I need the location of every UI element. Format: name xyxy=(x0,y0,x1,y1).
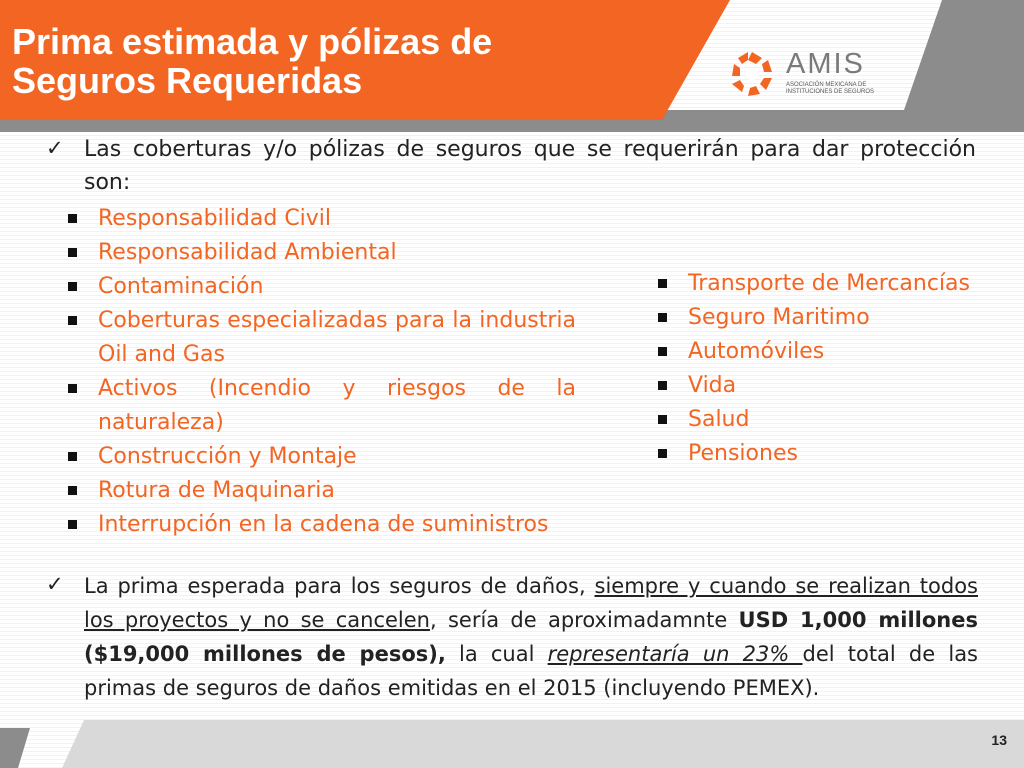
amis-logo-subtitle: ASOCIACIÓN MEXICANA DE INSTITUCIONES DE SEGUROS xyxy=(786,82,875,95)
footer-bar xyxy=(0,716,1024,768)
coverage-item xyxy=(650,267,1010,301)
coverage-item xyxy=(60,304,576,372)
square-bullet-icon xyxy=(68,282,77,291)
coverage-item xyxy=(650,335,1010,369)
coverage-item-label: Activos (Incendio y riesgos de la naturaleza) xyxy=(98,376,576,435)
coverage-list-left xyxy=(60,202,576,542)
coverage-list-right xyxy=(650,267,1010,471)
slide-title-line-1: Prima estimada y pólizas de xyxy=(12,21,493,62)
square-bullet-icon xyxy=(658,381,667,390)
square-bullet-icon xyxy=(68,486,77,495)
premium-italic-share: representaría un 23% xyxy=(547,642,803,666)
amis-logo-icon xyxy=(728,50,776,98)
square-bullet-icon xyxy=(658,313,667,322)
coverage-item-label: Salud xyxy=(688,407,750,432)
coverage-item-label: Contaminación xyxy=(98,274,264,299)
coverage-item xyxy=(60,474,576,508)
amis-logo xyxy=(728,50,888,100)
coverage-item xyxy=(60,372,576,440)
coverage-item xyxy=(650,301,1010,335)
premium-text-1: La prima esperada para los seguros de daños, xyxy=(84,574,595,598)
square-bullet-icon xyxy=(658,347,667,356)
coverage-item-label: Construcción y Montaje xyxy=(98,444,357,469)
coverage-item-label: Pensiones xyxy=(688,441,798,466)
coverage-item-label: Seguro Maritimo xyxy=(688,305,870,330)
slide-title-line-2: Seguros Requeridas xyxy=(12,60,363,101)
footer-gray-band xyxy=(62,720,1024,768)
coverage-item-label: Rotura de Maquinaria xyxy=(98,478,335,503)
premium-underlined-text: siempre y cuando se realizan todos los proyectos y no se cancelen xyxy=(84,574,978,632)
coverage-item-label: Transporte de Mercancías xyxy=(688,271,971,296)
coverage-item-label: Automóviles xyxy=(688,339,825,364)
coverage-item xyxy=(60,440,576,474)
check-icon: ✓ xyxy=(46,136,64,160)
coverage-item-label: Coberturas especializadas para la industria Oil and Gas xyxy=(98,308,576,367)
header-gray-tab xyxy=(904,0,1024,110)
coverage-item xyxy=(60,270,576,304)
coverage-item xyxy=(60,202,576,236)
premium-text-4: del total de las primas de seguros de daños emitidas en el 2015 (incluyendo PEMEX). xyxy=(84,642,979,700)
coverage-item xyxy=(60,508,576,542)
square-bullet-icon xyxy=(68,316,77,325)
square-bullet-icon xyxy=(68,384,77,393)
square-bullet-icon xyxy=(68,452,77,461)
square-bullet-icon xyxy=(68,248,77,257)
square-bullet-icon xyxy=(68,520,77,529)
coverage-item xyxy=(650,403,1010,437)
intro-text: Las coberturas y/o pólizas de seguros que se requerirán para dar protección son: xyxy=(84,137,976,195)
premium-text-2: , sería de aproximadamnte xyxy=(430,608,739,632)
premium-bold-amount: USD 1,000 millones ($19,000 millones de pesos), xyxy=(84,608,978,666)
premium-paragraph xyxy=(84,569,978,705)
coverage-item xyxy=(650,437,1010,471)
coverage-item xyxy=(650,369,1010,403)
page-number: 13 xyxy=(991,732,1007,748)
coverage-item-label: Interrupción en la cadena de suministros xyxy=(98,512,549,537)
square-bullet-icon xyxy=(658,279,667,288)
slide-title xyxy=(12,22,492,100)
square-bullet-icon xyxy=(658,449,667,458)
coverage-item-label: Responsabilidad Civil xyxy=(98,206,332,231)
coverage-item-label: Vida xyxy=(688,373,737,398)
coverage-item xyxy=(60,236,576,270)
footer-gray-left xyxy=(0,728,30,768)
square-bullet-icon xyxy=(68,214,77,223)
amis-logo-word: AMIS xyxy=(786,48,865,80)
check-icon: ✓ xyxy=(46,572,64,596)
square-bullet-icon xyxy=(658,415,667,424)
coverage-item-label: Responsabilidad Ambiental xyxy=(98,240,397,265)
premium-text-3: la cual xyxy=(445,642,548,666)
